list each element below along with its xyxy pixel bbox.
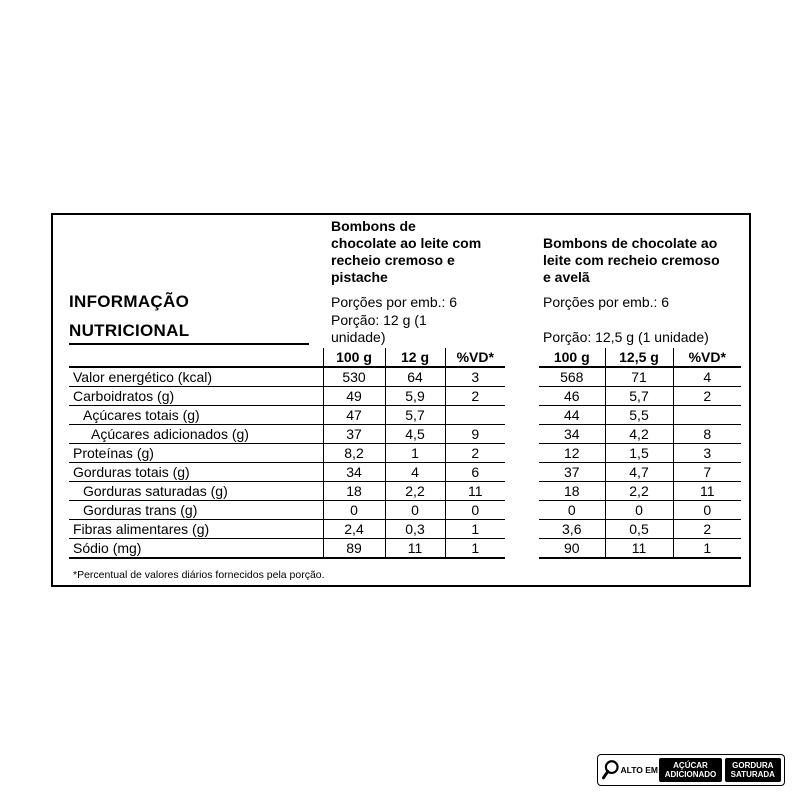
product-1-name <box>331 218 521 286</box>
column-header: 100 g <box>323 348 385 367</box>
column-header: 12,5 g <box>605 348 673 367</box>
table-row <box>69 406 505 425</box>
table-row <box>69 501 505 520</box>
nutrient-label: Fibras alimentares (g) <box>69 520 323 539</box>
nutrient-value: 12 <box>539 444 605 463</box>
nutrient-value: 0,3 <box>385 520 445 539</box>
nutrient-value: 5,5 <box>605 406 673 425</box>
nutrient-label: Açúcares adicionados (g) <box>69 425 323 444</box>
product-2-name-line: Bombons de chocolate ao <box>543 235 718 251</box>
nutrient-value: 4,5 <box>385 425 445 444</box>
nutrient-value: 18 <box>539 482 605 501</box>
nutrient-value: 2,2 <box>385 482 445 501</box>
nutrient-value: 0 <box>445 501 505 520</box>
table-row <box>539 425 741 444</box>
nutrient-value: 2 <box>673 387 741 406</box>
nutrient-value <box>673 406 741 425</box>
nutrient-value: 3,6 <box>539 520 605 539</box>
nutrient-value: 71 <box>605 367 673 387</box>
nutrient-value: 1 <box>445 539 505 559</box>
table-row <box>539 406 741 425</box>
saturated-fat-badge <box>725 758 781 782</box>
nutrient-label: Proteínas (g) <box>69 444 323 463</box>
table-header-row <box>539 348 741 367</box>
portion-line: unidade) <box>331 329 386 345</box>
added-sugar-badge <box>659 758 721 782</box>
nutrient-value: 18 <box>323 482 385 501</box>
magnifier-icon <box>602 759 620 781</box>
nutrient-label: Açúcares totais (g) <box>69 406 323 425</box>
alto-em-text: ALTO EM <box>620 765 658 775</box>
nutrient-value: 4,2 <box>605 425 673 444</box>
table-row <box>539 482 741 501</box>
nutrient-value: 3 <box>445 367 505 387</box>
table-row <box>69 387 505 406</box>
column-header: 12 g <box>385 348 445 367</box>
product-2-name <box>543 235 748 286</box>
high-in-warning-label <box>597 754 785 786</box>
product-2-portions: Porções por emb.: 6 <box>543 294 670 310</box>
footnote: *Percentual de valores diários fornecidos pela porção. <box>73 569 325 581</box>
table-row <box>69 539 505 559</box>
table-row <box>539 463 741 482</box>
nutrient-value: 3 <box>673 444 741 463</box>
nutrient-label: Carboidratos (g) <box>69 387 323 406</box>
nutrient-value: 5,7 <box>605 387 673 406</box>
nutrient-value: 89 <box>323 539 385 559</box>
nutrient-value: 0 <box>385 501 445 520</box>
nutrient-value: 0 <box>539 501 605 520</box>
column-header: 100 g <box>539 348 605 367</box>
nutrient-value: 8 <box>673 425 741 444</box>
product-1-portion-size <box>331 312 427 346</box>
nutrient-value: 9 <box>445 425 505 444</box>
nutrient-value: 5,9 <box>385 387 445 406</box>
badge-line: ADICIONADO <box>664 770 717 779</box>
nutrition-table-product-1 <box>69 348 505 559</box>
table-row <box>539 520 741 539</box>
nutrient-value: 4,7 <box>605 463 673 482</box>
product-1-portions: Porções por emb.: 6 <box>331 294 458 310</box>
product-2-portion-size <box>543 329 709 346</box>
nutrition-title <box>69 287 269 345</box>
nutrient-label: Valor energético (kcal) <box>69 367 323 387</box>
portion-line: Porção: 12,5 g (1 unidade) <box>543 329 709 345</box>
table-row <box>69 463 505 482</box>
nutrient-value: 1 <box>445 520 505 539</box>
nutrient-label: Gorduras trans (g) <box>69 501 323 520</box>
product-2-name-line: leite com recheio cremoso <box>543 252 720 268</box>
product-1-name-line: recheio cremoso e <box>331 252 455 268</box>
product-2-name-line: e avelã <box>543 269 590 285</box>
nutrient-value: 34 <box>323 463 385 482</box>
nutrient-value: 0 <box>323 501 385 520</box>
table-row <box>539 539 741 559</box>
badge-line: SATURADA <box>730 770 775 779</box>
nutrition-table-product-2 <box>539 348 741 559</box>
product-1-name-line: chocolate ao leite com <box>331 235 482 251</box>
title-line-1: INFORMAÇÃO <box>69 292 190 311</box>
table-row <box>69 425 505 444</box>
nutrient-value: 4 <box>673 367 741 387</box>
nutrient-value: 2,2 <box>605 482 673 501</box>
nutrient-value: 2 <box>673 520 741 539</box>
table-row <box>69 444 505 463</box>
table-row <box>539 501 741 520</box>
header-blank <box>69 348 323 367</box>
table-row <box>69 520 505 539</box>
nutrient-value: 1,5 <box>605 444 673 463</box>
product-1-name-line: Bombons de <box>331 218 416 234</box>
table-row <box>539 387 741 406</box>
nutrient-value: 2,4 <box>323 520 385 539</box>
portion-line: Porção: 12 g (1 <box>331 312 427 328</box>
nutrient-value: 44 <box>539 406 605 425</box>
title-divider <box>69 343 309 345</box>
nutrient-value: 11 <box>445 482 505 501</box>
nutrient-value: 5,7 <box>385 406 445 425</box>
column-header: %VD* <box>673 348 741 367</box>
nutrient-value: 46 <box>539 387 605 406</box>
nutrient-value: 0,5 <box>605 520 673 539</box>
nutrient-value: 11 <box>605 539 673 559</box>
nutrient-value: 34 <box>539 425 605 444</box>
nutrient-value: 7 <box>673 463 741 482</box>
nutrient-value: 90 <box>539 539 605 559</box>
nutrient-value: 2 <box>445 444 505 463</box>
badge-line: GORDURA <box>732 761 774 770</box>
nutrient-value: 0 <box>605 501 673 520</box>
nutrient-value: 47 <box>323 406 385 425</box>
nutrient-value: 530 <box>323 367 385 387</box>
table-row <box>69 367 505 387</box>
nutrient-value: 49 <box>323 387 385 406</box>
nutrient-value: 6 <box>445 463 505 482</box>
table-row <box>539 367 741 387</box>
nutrient-value: 64 <box>385 367 445 387</box>
nutrient-value: 2 <box>445 387 505 406</box>
nutrient-value: 568 <box>539 367 605 387</box>
nutrient-label: Gorduras saturadas (g) <box>69 482 323 501</box>
nutrient-value: 1 <box>385 444 445 463</box>
badge-line: AÇÚCAR <box>673 761 708 770</box>
title-line-2: NUTRICIONAL <box>69 321 190 340</box>
nutrient-value: 0 <box>673 501 741 520</box>
table-header-row <box>69 348 505 367</box>
table-row <box>539 444 741 463</box>
nutrient-value: 11 <box>673 482 741 501</box>
nutrient-value: 37 <box>539 463 605 482</box>
table-row <box>69 482 505 501</box>
column-header: %VD* <box>445 348 505 367</box>
nutrient-value <box>445 406 505 425</box>
nutrient-label: Sódio (mg) <box>69 539 323 559</box>
product-1-name-line: pistache <box>331 269 388 285</box>
nutrient-label: Gorduras totais (g) <box>69 463 323 482</box>
nutrient-value: 11 <box>385 539 445 559</box>
nutrition-facts-panel <box>51 213 751 587</box>
nutrient-value: 1 <box>673 539 741 559</box>
nutrient-value: 8,2 <box>323 444 385 463</box>
nutrient-value: 37 <box>323 425 385 444</box>
nutrient-value: 4 <box>385 463 445 482</box>
